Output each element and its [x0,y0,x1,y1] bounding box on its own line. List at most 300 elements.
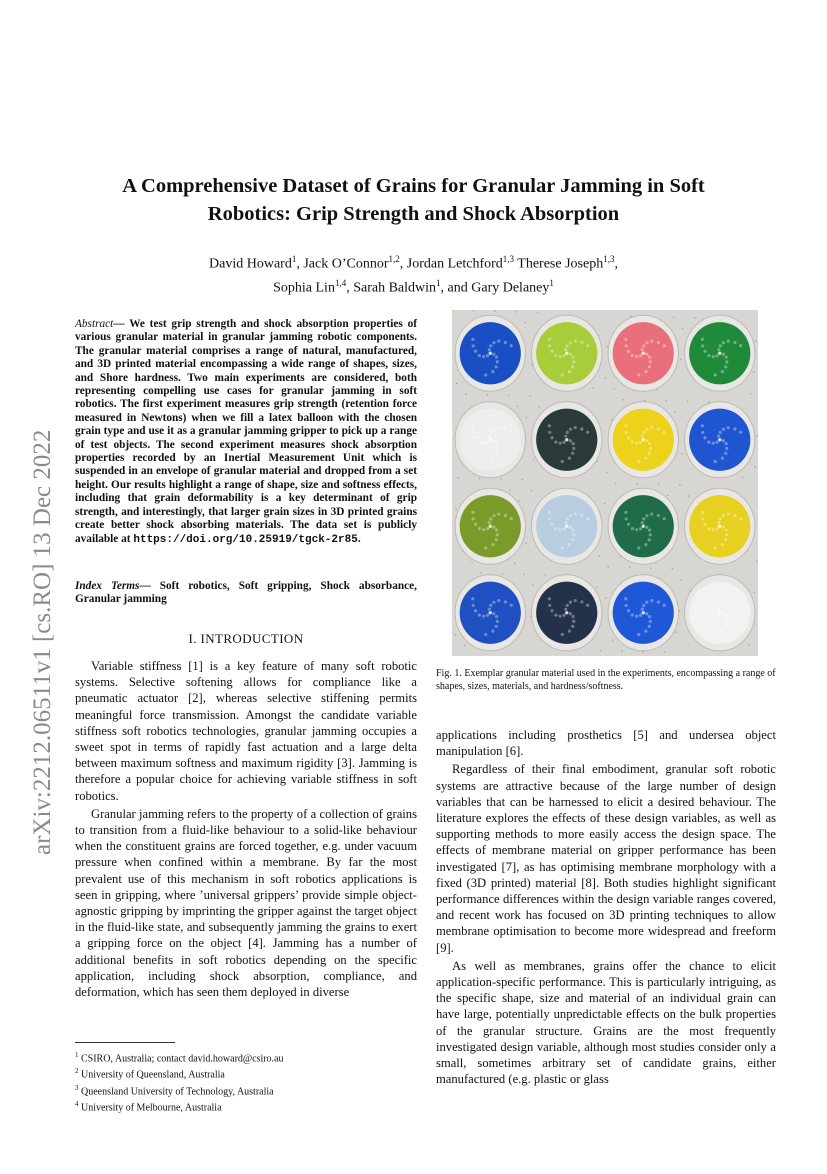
grain-highlight [644,456,647,459]
grain-highlight [625,431,628,434]
grain-highlight [725,442,728,445]
grain-highlight [718,352,721,355]
author-name: Sarah Baldwin [353,280,437,296]
grain-highlight [548,517,551,520]
grain-highlight [564,348,567,351]
grain-highlight [703,523,706,526]
grain-highlight [484,633,487,636]
countertop-speckle [682,328,684,330]
grain-highlight [548,597,551,600]
grain-highlight [471,511,474,514]
grain-highlight [504,427,507,430]
grain-highlight [627,350,630,353]
grain-highlight [586,344,589,347]
grain-highlight [733,600,736,603]
author-line-1: David Howard$^1$, Jack O’Connor$^{1,2}$, Jordan Letchford$^{1,3}$ Therese Joseph$^{1,3}$, [209,254,618,272]
grain-highlight [492,428,495,431]
grain-highlight [719,604,722,607]
grain-highlight [725,447,728,450]
grain-highlight [489,525,492,528]
grain-highlight [725,355,728,358]
grain-highlight [637,546,640,549]
grain-highlight [642,431,645,434]
grain-highlight [496,620,499,623]
grain-highlight [648,538,651,541]
countertop-speckle [664,652,666,654]
countertop-speckle [471,561,473,563]
grain-highlight [554,527,557,530]
grain-highlight [566,344,569,347]
grain-highlight [721,370,724,373]
grain-highlight [649,360,652,363]
grain-highlight [733,514,736,517]
grain-highlight [548,604,551,607]
grain-highlight [642,604,645,607]
countertop-speckle [522,479,524,481]
grain-highlight [574,426,577,429]
grain-highlight [637,373,640,376]
grain-highlight [572,360,575,363]
grain-highlight [474,609,477,612]
countertop-speckle [494,310,496,312]
grain-highlight [569,526,572,529]
grain-highlight [510,344,513,347]
grain-highlight [733,427,736,430]
footnotes [75,1042,417,1114]
countertop-speckle [598,555,600,557]
grain-highlight [489,611,492,614]
grain-highlight [650,599,653,602]
countertop-speckle [748,644,750,646]
grain-highlight [724,452,727,455]
grain-highlight [727,512,730,515]
grain-highlight [559,355,562,358]
grain-highlight [641,435,644,438]
grain-highlight [504,341,507,344]
footnote-number: 2 [75,1067,79,1076]
grain-highlight [571,538,574,541]
grain-highlight [478,527,481,530]
grain-highlight [491,456,494,459]
grain-highlight [486,527,489,530]
countertop-speckle [486,394,488,396]
grain-highlight [722,341,725,344]
grain-highlight [641,348,644,351]
grain-highlight [488,521,491,524]
grain-highlight [642,352,645,355]
grain-highlight [642,438,645,441]
footnote-rule [75,1042,175,1043]
footnote-text: Queensland University of Technology, Australia [81,1085,274,1097]
grain-highlight [717,521,720,524]
grain-highlight [565,525,568,528]
grain-highlight [474,436,477,439]
grain-highlight [562,441,565,444]
countertop-speckle [592,387,594,389]
grain-highlight [510,604,513,607]
grain-highlight [641,608,644,611]
grain-highlight [625,344,628,347]
grain-highlight [648,528,651,531]
grain-highlight [559,615,562,618]
grain-highlight [561,373,564,376]
countertop-speckle [604,503,606,505]
grain-highlight [715,441,718,444]
countertop-speckle [531,490,533,492]
grain-highlight [571,365,574,368]
countertop-speckle [479,478,481,480]
grain-highlight [569,601,572,604]
grain-highlight [482,355,485,358]
countertop-speckle [623,399,625,401]
countertop-speckle [615,483,617,485]
author-name: Jordan Letchford [406,256,503,272]
grain-highlight [484,460,487,463]
grain-highlight [574,339,577,342]
footnote [75,1065,417,1081]
grain-highlight [492,514,495,517]
grain-highlight [548,338,551,341]
grain-highlight [569,514,572,517]
countertop-speckle [756,561,758,563]
grain-highlight [496,533,499,536]
grain-highlight [510,431,513,434]
grain-highlight [474,350,477,353]
grain-highlight [648,625,651,628]
countertop-speckle [538,406,540,408]
grain-highlight [559,528,562,531]
grain-highlight [564,608,567,611]
grain-highlight [635,615,638,618]
grain-highlight [566,604,569,607]
paragraph: Variable stiffness [1] is a key feature of many soft robotic systems. Selective softening allows for compliance like a pneumatic actuator [2], whereas selective stiffening permits meaningful force transmission. Amongst the candidate variable stiffness soft robotics technologies, granular jamming occupies a sweet spot in terms of rapidly fast actuation and a large delta between maximum softness and maximum rigidity [3]. Jamming is therefore a popular choice for achieving variable stiffness in soft robotics. [75,659,417,803]
countertop-speckle [525,542,527,544]
countertop-speckle [523,573,525,575]
grain-highlight [645,601,648,604]
doi-link[interactable]: https://doi.org/10.25919/tgck-2r85 [133,533,358,546]
author-name: Jack O’Connor [303,256,389,272]
grain-highlight [554,354,557,357]
grain-highlight [489,344,492,347]
grain-highlight [642,611,645,614]
author-affiliation: 1,4 [334,277,347,288]
grain-highlight [562,354,565,357]
figure-grain-photo [452,310,758,656]
grain-highlight [650,426,653,429]
countertop-speckle [455,508,457,510]
grain-highlight [569,341,572,344]
grain-highlight [701,338,704,341]
footnote [75,1049,417,1065]
countertop-speckle [674,411,676,413]
grain-highlight [564,521,567,524]
countertop-speckle [606,472,608,474]
countertop-speckle [658,484,660,486]
grain-highlight [722,428,725,431]
countertop-speckle [607,346,609,348]
grain-highlight [572,615,575,618]
countertop-speckle [687,401,689,403]
grain-highlight [701,344,704,347]
grain-highlight [650,339,653,342]
grain-highlight [572,442,575,445]
grain-highlight [725,533,728,536]
grain-highlight [722,601,725,604]
grain-highlight [474,523,477,526]
abstract-end: . [357,532,361,545]
grain-highlight [471,424,474,427]
grain-highlight [562,527,565,530]
grain-highlight [724,625,727,628]
grain-highlight [639,354,642,357]
countertop-speckle [537,312,539,314]
grain-highlight [554,440,557,443]
countertop-speckle [600,650,602,652]
grain-highlight [642,525,645,528]
grain-highlight [663,431,666,434]
grain-highlight [624,424,627,427]
grain-highlight [495,365,498,368]
countertop-speckle [650,567,652,569]
countertop-speckle [636,483,638,485]
grain-highlight [488,348,491,351]
grain-highlight [714,546,717,549]
grain-highlight [586,604,589,607]
grain-highlight [554,613,557,616]
countertop-speckle [544,574,546,576]
grain-highlight [510,517,513,520]
grain-highlight [637,633,640,636]
grain-highlight [718,525,721,528]
grain-highlight [548,424,551,427]
countertop-speckle [518,500,520,502]
countertop-speckle [607,566,609,568]
grain-highlight [703,350,706,353]
countertop-speckle [455,634,457,636]
grain-highlight [492,526,495,529]
arxiv-stamp [0,0,70,1169]
grain-highlight [491,370,494,373]
grain-highlight [739,517,742,520]
countertop-speckle [665,400,667,402]
grain-highlight [639,441,642,444]
footnote-number: 1 [75,1051,79,1059]
grain-highlight [724,538,727,541]
grain-highlight [701,424,704,427]
grain-highlight [739,344,742,347]
grain-highlight [644,543,647,546]
countertop-speckle [681,579,683,581]
countertop-speckle [753,371,755,373]
grain-highlight [562,614,565,617]
grain-highlight [717,435,720,438]
grain-highlight [495,452,498,455]
footnote-number: 3 [75,1083,79,1092]
grain-highlight [649,620,652,623]
grain-highlight [663,517,666,520]
grain-highlight [722,353,725,356]
abstract-text: — We test grip strength and shock absorption properties of various granular material in granular jamming robotic components. The granular material comprises a range of natural, manufactured, and 3D printed material encompassing a wide range of shapes, sizes, and Shore hardness. Two main experiments are considered, both representing compelling use cases for granular jamming in soft robotics. The first experiment measures grip strength (retention force measured in Newtons) when we fill a latex balloon with the chosen grain type and use it as a granular jamming gripper to pick up a range of test objects. The second experiment measures shock absorption properties recorded by an Inertial Measurement Unit which is suspended in an envelope of granular material and dropped from a set height. Our results highlight a range of shape, size and softness effects, including that grain deformability is a key determinant of grip strength, and interestingly, that larger grain sizes in 3D printed grains create better shock absorbing materials. The data set is publicly available at [75,318,417,545]
grain-highlight [714,460,717,463]
grain-highlight [733,341,736,344]
grain-highlight [725,620,728,623]
footnote-text: CSIRO, Australia; contact david.howard@csiro.au [81,1053,284,1065]
grain-highlight [641,521,644,524]
grain-highlight [572,355,575,358]
countertop-speckle [597,461,599,463]
grain-highlight [561,633,564,636]
grain-highlight [580,514,583,517]
grain-highlight [637,460,640,463]
grain-highlight [489,352,492,355]
grain-highlight [739,604,742,607]
section-heading: I. INTRODUCTION [188,631,304,646]
grain-highlight [718,438,721,441]
grain-highlight [561,546,564,549]
countertop-speckle [517,406,519,408]
grain-highlight [715,527,718,530]
grain-highlight [559,442,562,445]
paragraph: Regardless of their final embodiment, granular soft robotic systems are attractive because of the large number of design variables that can be harnessed to elicit a desired behaviour. The literature explores the effects of these design variables, as well as supporting methods to more easily access the design space. The effects of membrane material on gripper performance has been investigated [7], as has optimising membrane morphology with a fixed (3D printed) material [8]. Both studies highlight significant performance differences within the design variable ranges covered, and recent work has focused on 3D printing techniques to allow membrane optimisation to become more widespread and freeform [9]. [436,762,776,955]
author-name: Sophia Lin [273,280,335,296]
grain-highlight [568,456,571,459]
grain-highlight [718,611,721,614]
grain-highlight [564,435,567,438]
grain-highlight [561,460,564,463]
grain-highlight [497,426,500,429]
grain-highlight [715,354,718,357]
figure-caption: Fig. 1. Exemplar granular material used in the experiments, encompassing a range of shapes, sizes, materials, and hardness/softness. [436,668,776,692]
countertop-speckle [750,393,752,395]
grain-highlight [565,438,568,441]
countertop-speckle [456,382,458,384]
index-terms-text: — Soft robotics, Soft gripping, Shock absorbance, Granular jamming [75,580,417,606]
grain-highlight [657,341,660,344]
grain-highlight [482,615,485,618]
grain-highlight [504,600,507,603]
countertop-speckle [675,631,677,633]
grain-highlight [586,431,589,434]
countertop-speckle [694,317,696,319]
grain-highlight [722,612,725,615]
countertop-speckle [673,317,675,319]
grain-highlight [721,543,724,546]
grain-highlight [492,439,495,442]
grain-highlight [488,608,491,611]
grain-highlight [496,447,499,450]
grain-highlight [639,614,642,617]
footnote [75,1098,417,1114]
grain-highlight [550,609,553,612]
grain-highlight [471,338,474,341]
countertop-speckle [688,495,690,497]
grain-highlight [571,625,574,628]
grain-highlight [645,353,648,356]
grain-highlight [624,511,627,514]
grain-highlight [486,441,489,444]
grain-highlight [657,600,660,603]
grain-highlight [492,601,495,604]
countertop-speckle [755,340,757,342]
grain-highlight [719,344,722,347]
grain-highlight [624,338,627,341]
grain-highlight [635,442,638,445]
grain-highlight [701,597,704,600]
grain-highlight [649,533,652,536]
author-name: David Howard [209,256,292,272]
countertop-speckle [708,401,710,403]
countertop-speckle [457,477,459,479]
author-affiliation: 1 [549,277,554,288]
grain-highlight [548,431,551,434]
grain-highlight [580,341,583,344]
grain-highlight [548,511,551,514]
countertop-speckle [524,322,526,324]
grain-highlight [635,528,638,531]
grain-highlight [627,609,630,612]
grain-highlight [649,447,652,450]
countertop-speckle [656,389,658,391]
grain-highlight [701,517,704,520]
grain-highlight [701,604,704,607]
countertop-speckle [529,395,531,397]
grain-highlight [565,611,568,614]
grain-highlight [569,439,572,442]
grain-highlight [484,546,487,549]
grain-highlight [625,517,628,520]
countertop-speckle [680,359,682,361]
grain-highlight [648,442,651,445]
author-name: and Gary Delaney [447,280,550,296]
countertop-speckle [515,311,517,313]
countertop-speckle [509,489,511,491]
grain-highlight [568,543,571,546]
grain-highlight [707,354,710,357]
grain-highlight [701,511,704,514]
countertop-speckle [667,495,669,497]
countertop-speckle [502,573,504,575]
right-column-body [436,727,776,1087]
grain-highlight [715,614,718,617]
countertop-speckle [672,568,674,570]
grain-highlight [648,615,651,618]
grain-highlight [484,373,487,376]
grain-highlight [574,599,577,602]
grain-highlight [707,613,710,616]
grain-highlight [650,512,653,515]
footnote-text: University of Queensland, Australia [81,1069,225,1081]
author-affiliation: 1,2 [388,254,400,264]
grain-highlight [624,597,627,600]
index-terms-label: Index Terms [75,580,140,592]
author-line-2: Sophia Lin$^{1,4}$, Sarah Baldwin$^1$, and Gary Delaney$^1$ [273,277,554,296]
grain-highlight [572,620,575,623]
grain-highlight [472,604,475,607]
grain-highlight [739,431,742,434]
countertop-speckle [532,584,534,586]
grain-highlight [572,528,575,531]
countertop-speckle [742,476,744,478]
grain-highlight [722,526,725,529]
grain-highlight [497,599,500,602]
countertop-speckle [480,572,482,574]
grain-highlight [625,604,628,607]
author-list [80,250,747,297]
footnote [75,1082,417,1098]
paragraph: As well as membranes, grains offer the chance to elicit application-specific performance. This is particularly intriguing, as the specific shape, size and material of an individual grain can have large, potentially unpredictable effects on the bulk properties of the granular structure. Grains are the most frequently investigated design variable, although most studies consider only a small, sometimes arbitrary set of candidate grains, either manufactured (e.g. plastic or glass [436,958,776,1087]
grain-highlight [639,527,642,530]
grain-highlight [497,339,500,342]
